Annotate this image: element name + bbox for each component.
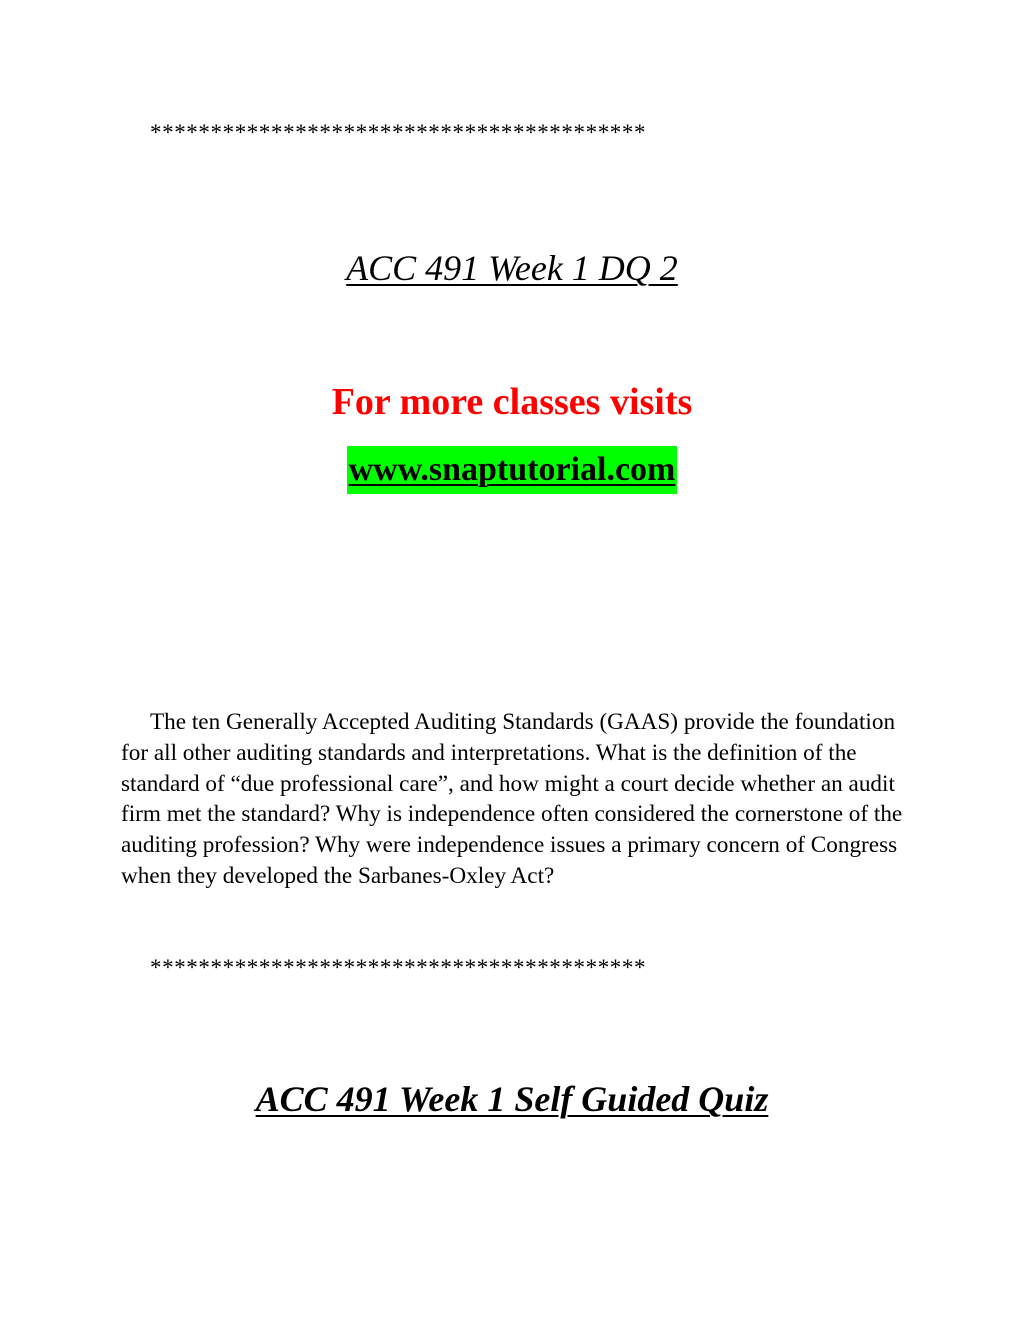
separator-bottom: ***************************************** — [150, 955, 647, 980]
separator-top: ***************************************** — [150, 120, 647, 145]
promo-link-container — [0, 446, 1024, 494]
question-text: The ten Generally Accepted Auditing Standards (GAAS) provide the foundation for all other auditing standards and interpretations. What is the definition of the standard of “due professional care”, and how might a court decide whether an audit firm met the standard? Why is independence often considered the cornerstone of the auditing profession? Why were independence issues a primary concern of Congress when they developed the Sarbanes-Oxley Act? — [121, 709, 903, 889]
heading-quiz: ACC 491 Week 1 Self Guided Quiz — [255, 1079, 769, 1119]
promo-text: For more classes visits — [331, 381, 693, 423]
snaptutorial-link[interactable]: www.snaptutorial.com — [347, 446, 678, 494]
heading-dq: ACC 491 Week 1 DQ 2 — [346, 248, 678, 288]
